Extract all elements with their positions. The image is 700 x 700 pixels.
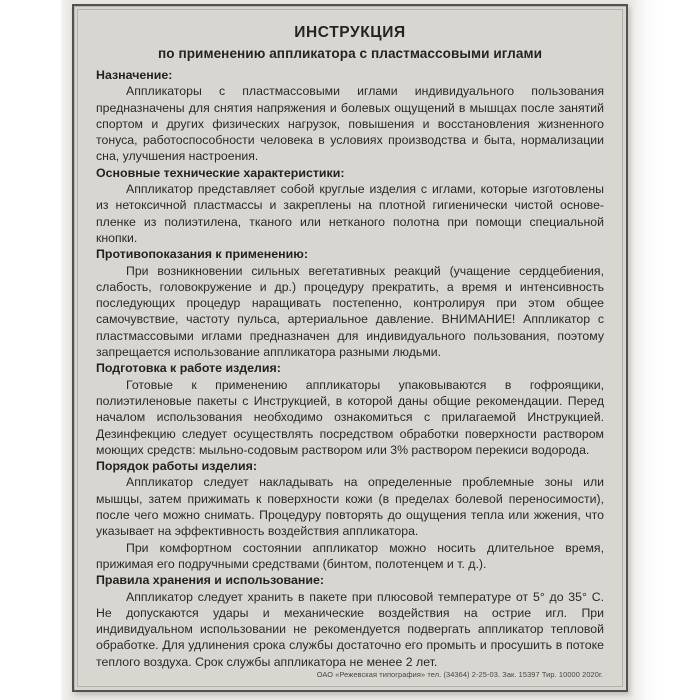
sections-container bbox=[96, 67, 604, 670]
section-paragraph: При комфортном состоянии аппликатор можно носить длительное время, прижимая его подручными средствами (бинтом, полотенцем и т. д.). bbox=[96, 540, 604, 571]
section-paragraph: Аппликаторы с пластмассовыми иглами индивидуального пользования предназначены для снятия напряжения и болевых ощущений в мышцах после занятий спортом и других физических нагрузок, повышения и восстановления жизненного тонуса, работоспособности человека в условиях производства и быта, нормализации сна, улучшения настроения. bbox=[96, 84, 604, 164]
section-heading: Правила хранения и использование: bbox=[96, 573, 324, 588]
section-heading: Основные технические характеристики: bbox=[96, 165, 345, 180]
leaflet-inner-frame bbox=[77, 9, 623, 687]
section-heading: Противопоказания к применению: bbox=[96, 247, 308, 262]
section-heading: Порядок работы изделия: bbox=[96, 459, 258, 474]
section-paragraph: Аппликатор следует накладывать на определенные проблемные зоны или мышцы, затем прижимать к поверхности кожи (в пределах болевой переносимости), после чего можно снимать. Процедуру повторять до ощущения тепла или жжения, что указывает на эффективность воздействия аппликатора. bbox=[96, 475, 604, 539]
section-paragraph: Аппликатор представляет собой круглые изделия с иглами, которые изготовлены из нетоксичной пластмассы и закреплены на плотной гигиенически чистой основе-пленке из полиэтилена, тканого или нетканого полотна при помощи специальной кнопки. bbox=[96, 182, 604, 245]
section bbox=[96, 67, 604, 165]
section-paragraph: При возникновении сильных вегетативных реакций (учащение сердцебиения, слабость, головокружение и др.) процедуру прекратить, а время и интенсивность последующих процедур наращивать постепенно, контролируя при этом общее самочувствие, частоту пульса, артериальное давление. ВНИМАНИЕ! Аппликатор с пластмассовыми иглами предназначен для индивидуального пользования, поэтому запрещается использование аппликатора разными людьми. bbox=[96, 263, 604, 360]
instruction-leaflet bbox=[72, 4, 628, 692]
page-subtitle: по применению аппликатора с пластмассовыми иглами bbox=[158, 46, 542, 61]
section-paragraph: Готовые к применению аппликаторы упаковываются в гофроящики, полиэтиленовые пакеты с Инструкцией, в которой даны общие рекомендации. Перед началом использования необходимо ознакомиться с прилагаемой Инструкцией. Дезинфекцию следует осуществлять посредством обработки поверхности раствором моющих средств: мыльно-содовым раствором или 3% раствором перекиси водорода. bbox=[96, 377, 604, 457]
section bbox=[96, 246, 604, 360]
section bbox=[96, 360, 604, 458]
section-heading: Назначение: bbox=[96, 68, 173, 82]
section bbox=[96, 458, 604, 572]
printer-imprint: ОАО «Режевская типография» тел. (34364) 2-25-03. Зак. 15397 Тир. 10000 2020г. bbox=[316, 670, 603, 679]
page-title: ИНСТРУКЦИЯ bbox=[294, 24, 406, 41]
section bbox=[96, 572, 604, 670]
section-paragraph: Аппликатор следует хранить в пакете при плюсовой температуре от 5° до 35° С. Не допускаются удары и механические воздействия на острие игл. При индивидуальном использовании не рекомендуется подвергать аппликатор тепловой обработке. Для удлинения срока службы достаточно его промыть и просушить в потоке теплого воздуха. Срок службы аппликатора не менее 2 лет. bbox=[96, 589, 604, 669]
section-heading: Подготовка к работе изделия: bbox=[96, 361, 281, 376]
section bbox=[96, 165, 604, 246]
